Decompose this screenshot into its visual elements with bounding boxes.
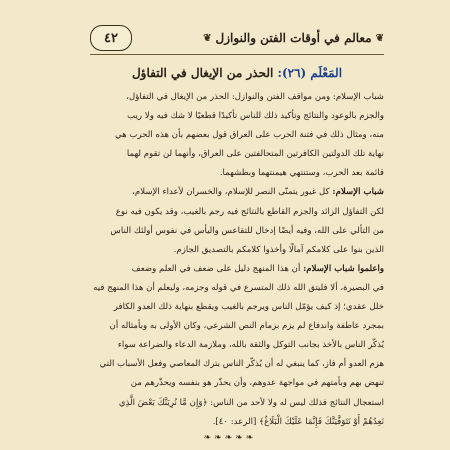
line-text: خلل عقدي؛ إذ كيف يؤمّل الناس ويرجم بالغيب ويقطع بنهاية ذلك العدو الكافر	[113, 302, 384, 313]
ornament-left-icon: ❦	[203, 32, 212, 44]
text-line	[90, 317, 384, 336]
line-text: والجزم بالوعود والنتائج وتأكيد ذلك للناس تأكيدًا قطعيًا لا شك فيه ولا ريب	[127, 111, 384, 122]
text-line	[90, 336, 384, 355]
line-text: استعجال النتائج فذلك ليس له ولا لأحد من الناس: ﴿وَإِن مَّا نُرِيَنَّكَ بَعْضَ الَّذِي	[118, 397, 384, 408]
text-line	[90, 164, 384, 183]
line-lead: شباب الإسلام:	[332, 187, 384, 198]
text-line	[90, 374, 384, 393]
text-line	[90, 126, 384, 145]
line-text: تنهض بهم وبأمتهم في مواجهة عدوهم، وأن يحذّر هو بنفسه ويحذّرهم من	[130, 378, 384, 389]
line-text: هزم العدو أم فاز، كما ينبغي له أن يُذكّر الناس بترك المعاصي وفعل الأسباب التي	[99, 359, 384, 370]
text-line	[90, 88, 384, 107]
line-text: من التألي على الله، وفيه أيضًا إدخال للتقاعس واليأس في نفوس أولئك الناس	[110, 225, 384, 236]
page-number: ٤٢	[90, 25, 132, 51]
text-line	[90, 260, 384, 279]
text-line	[90, 107, 384, 126]
ornament-right-icon: ❦	[375, 32, 384, 44]
line-text: لكن التفاؤل الزائد والجزم القاطع بالنتائج فيه رجم بالغيب، وقد يكون فيه نوع	[115, 206, 384, 217]
line-text: الذين بنوا على كلامكم آمالًا وأخذوا كلامكم بالتصديق الجازم.	[173, 244, 384, 255]
section-title: الحذر من الإيغال في التفاؤل	[131, 66, 274, 80]
line-text: منه، ومثال ذلك في فتنة الحرب على العراق قول بعضهم بأن هذه الحرب هي	[114, 130, 384, 141]
text-line	[90, 279, 384, 298]
text-line	[90, 145, 384, 164]
line-text: يُذكّر الناس بالأخذ بجانب التوكل والثقة بالله، وملازمة الدعاء والضراعة سواء	[117, 340, 384, 351]
running-title-text: معالم في أوقات الفتن والنوازل	[215, 31, 372, 45]
text-line	[90, 394, 384, 413]
text-line	[90, 413, 384, 432]
line-text: نهاية تلك الدولتين الكافرتين المتحالفتين على العراق، وأنهما لن تقوم لهما	[126, 149, 384, 160]
text-line	[90, 203, 384, 222]
text-line	[90, 298, 384, 317]
line-text: شباب الإسلام: ومن مواقف الفتن والنوازل: الحذر من الإيغال في التفاؤل،	[126, 92, 384, 102]
line-text: نَعِدُهُمْ أَوْ نَتَوَفَّيَنَّكَ فَإِنَّمَا عَلَيْكَ الْبَلَاغُ﴾ [الرعد: ٤٠].	[212, 416, 384, 427]
text-line	[90, 183, 384, 202]
line-lead: واعلموا شباب الإسلام:	[303, 263, 384, 274]
text-line	[90, 222, 384, 241]
line-text: قائمة بعد الحرب، وستنتهي هيمنتهما وبطشهما.	[219, 168, 384, 179]
line-text: كل غيور يتمنّى النصر للإسلام، والخسران لأعداء الإسلام،	[132, 187, 330, 198]
text-line	[90, 241, 384, 260]
body-text	[90, 88, 384, 432]
running-title	[203, 31, 384, 45]
line-text: في البصيرة، ألا فليتق الله ذلك المتسرع في قوله وجزمه، وليعلم أن هذا المنهج فيه	[93, 282, 384, 293]
section-heading	[90, 66, 384, 80]
line-text: بمجرد عاطفة واندفاع لم يزم بزمام النص الشرعي، وكان الأولى به وبأمثاله أن	[109, 321, 384, 332]
text-line	[90, 355, 384, 374]
page-header	[90, 22, 384, 55]
section-label: المَعْلَم (٢٦):	[277, 66, 343, 80]
line-text: أن هذا المنهج دليل على ضعف في العلم وضعف	[131, 263, 301, 274]
footer-ornament-icon: ❧❧❧❧❧	[203, 433, 257, 443]
